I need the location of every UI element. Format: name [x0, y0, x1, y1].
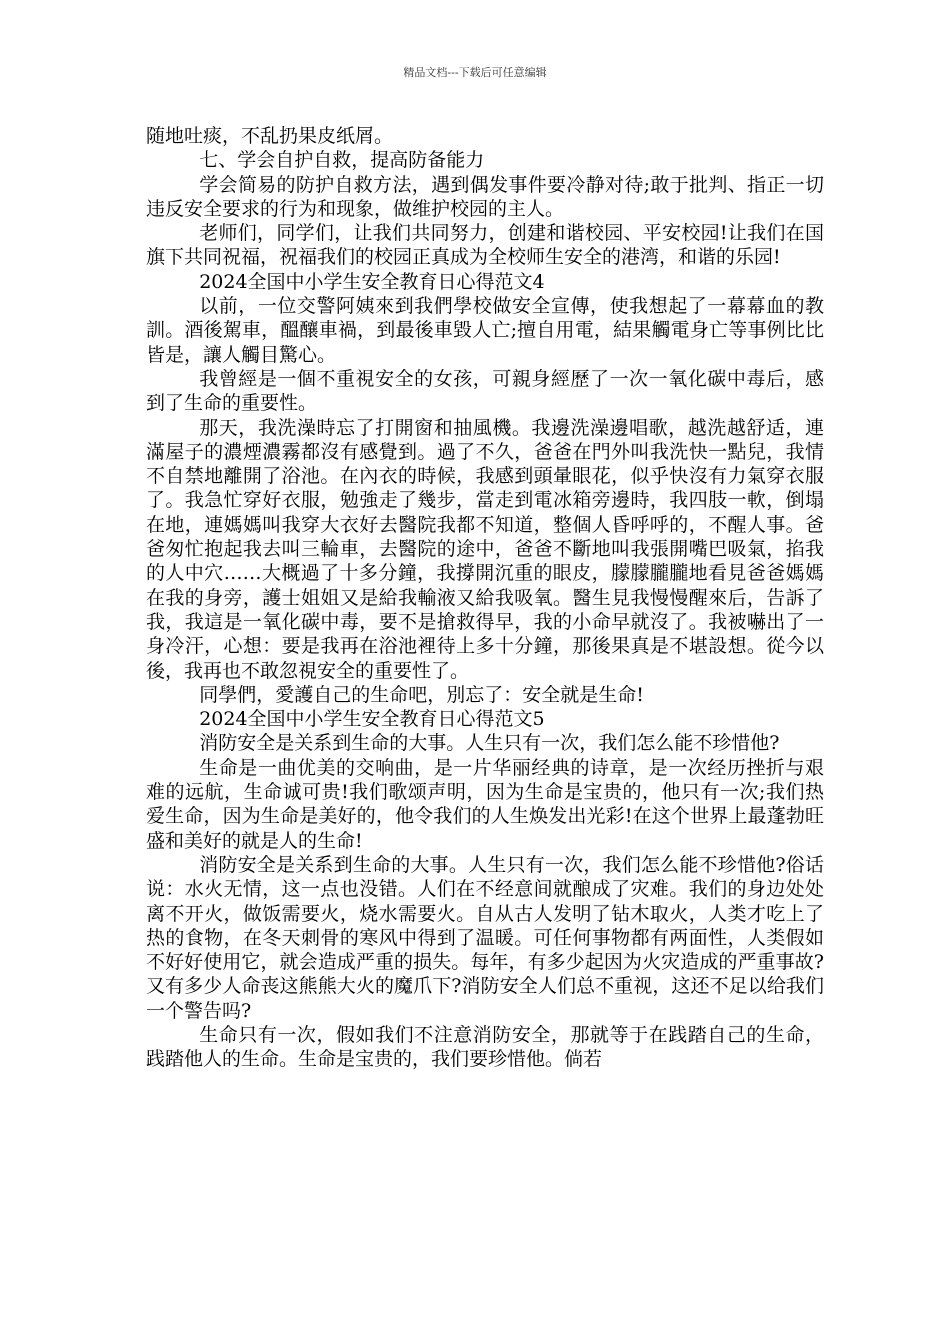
paragraph: 消防安全是关系到生命的大事。人生只有一次，我们怎么能不珍惜他?: [199, 732, 780, 755]
paragraph: 生命是一曲优美的交响曲，是一片华丽经典的诗章，是一次经历挫折与艰难的远航，生命诚可贵!我们歌颂声明，因为生命是宝贵的，他只有一次;我们热爱生命，因为生命是美好的，他令我们的人生焕发出光彩!在这个世界上最蓬勃旺盛和美好的就是人的生命!: [146, 756, 824, 852]
paragraph: 消防安全是关系到生命的大事。人生只有一次，我们怎么能不珍惜他?俗话说：水火无情，这一点也没错。人们在不经意间就酿成了灾难。我们的身边处处离不开火，做饭需要火，烧水需要火。自从古人发明了钻木取火，人类才吃上了热的食物，在冬天刺骨的寒风中得到了温暖。可任何事物都有两面性，人类假如不好好使用它，就会造成严重的损失。每年，有多少起因为火灾造成的严重事故?又有多少人命丧这熊熊大火的魔爪下?消防安全人们总不重视，这还不足以给我们一个警告吗?: [146, 853, 824, 1022]
paragraph: 以前，一位交警阿姨來到我們學校做安全宣傳，使我想起了一幕幕血的教訓。酒後駕車，醞釀車禍，到最後車毀人亡;擅自用電，結果觸電身亡等事例比比皆是，讓人觸目驚心。: [146, 295, 824, 366]
paragraph: 我曾經是一個不重視安全的女孩，可親身經歷了一次一氧化碳中毒后，感到了生命的重要性。: [146, 367, 824, 415]
document-body: [146, 124, 824, 1072]
section-heading-seven: 七、学会自护自救，提高防备能力: [199, 149, 485, 172]
page-header: 精品文档---下载后可任意编辑: [403, 66, 547, 79]
paragraph-continuation: 随地吐痰，不乱扔果皮纸屑。: [146, 125, 394, 147]
essay-title-4: 2024全国中小学生安全教育日心得范文4: [199, 270, 545, 293]
essay-title-5: 2024全国中小学生安全教育日心得范文5: [199, 708, 545, 731]
paragraph: 生命只有一次，假如我们不注意消防安全，那就等于在践踏自己的生命，践踏他人的生命。生命是宝贵的，我们要珍惜他。倘若: [146, 1023, 824, 1071]
paragraph: 老师们，同学们，让我们共同努力，创建和谐校园、平安校园!让我们在国旗下共同祝福，祝福我们的校园正真成为全校师生安全的港湾，和谐的乐园!: [146, 222, 824, 269]
paragraph: 同學們，愛護自己的生命吧，別忘了：安全就是生命!: [199, 683, 644, 706]
paragraph: 学会简易的防护自救方法，遇到偶发事件要冷静对待;敢于批判、指正一切违反安全要求的行为和现象，做维护校园的主人。: [146, 173, 824, 220]
paragraph: 那天，我洗澡時忘了打開窗和抽風機。我邊洗澡邊唱歌，越洗越舒适，連滿屋子的濃煙濃霧都沒有感覺到。過了不久，爸爸在門外叫我洗快一點兒，我情不自禁地離開了浴池。在內衣的時候，我感到頭暈眼花，似乎快沒有力氣穿衣服了。我急忙穿好衣服，勉強走了幾步，當走到電冰箱旁邊時，我四肢一軟，倒塌在地，連媽媽叫我穿大衣好去醫院我都不知道，整個人昏呼呼的，不醒人事。爸爸匆忙抱起我去叫三輪車，去醫院的途中，爸爸不斷地叫我張開嘴巴吸氣，掐我的人中穴……大概過了十多分鐘，我撐開沉重的眼皮，朦朦朧朧地看見爸爸媽媽在我的身旁，護士姐姐又是給我輸液又給我吸氧。醫生見我慢慢醒來后，告訴了我，我這是一氧化碳中毒，要不是搶救得早，我的小命早就沒了。我被嚇出了一身冷汗，心想：要是我再在浴池裡待上多十分鐘，那後果真是不堪設想。從今以後，我再也不敢忽視安全的重要性了。: [146, 416, 824, 682]
